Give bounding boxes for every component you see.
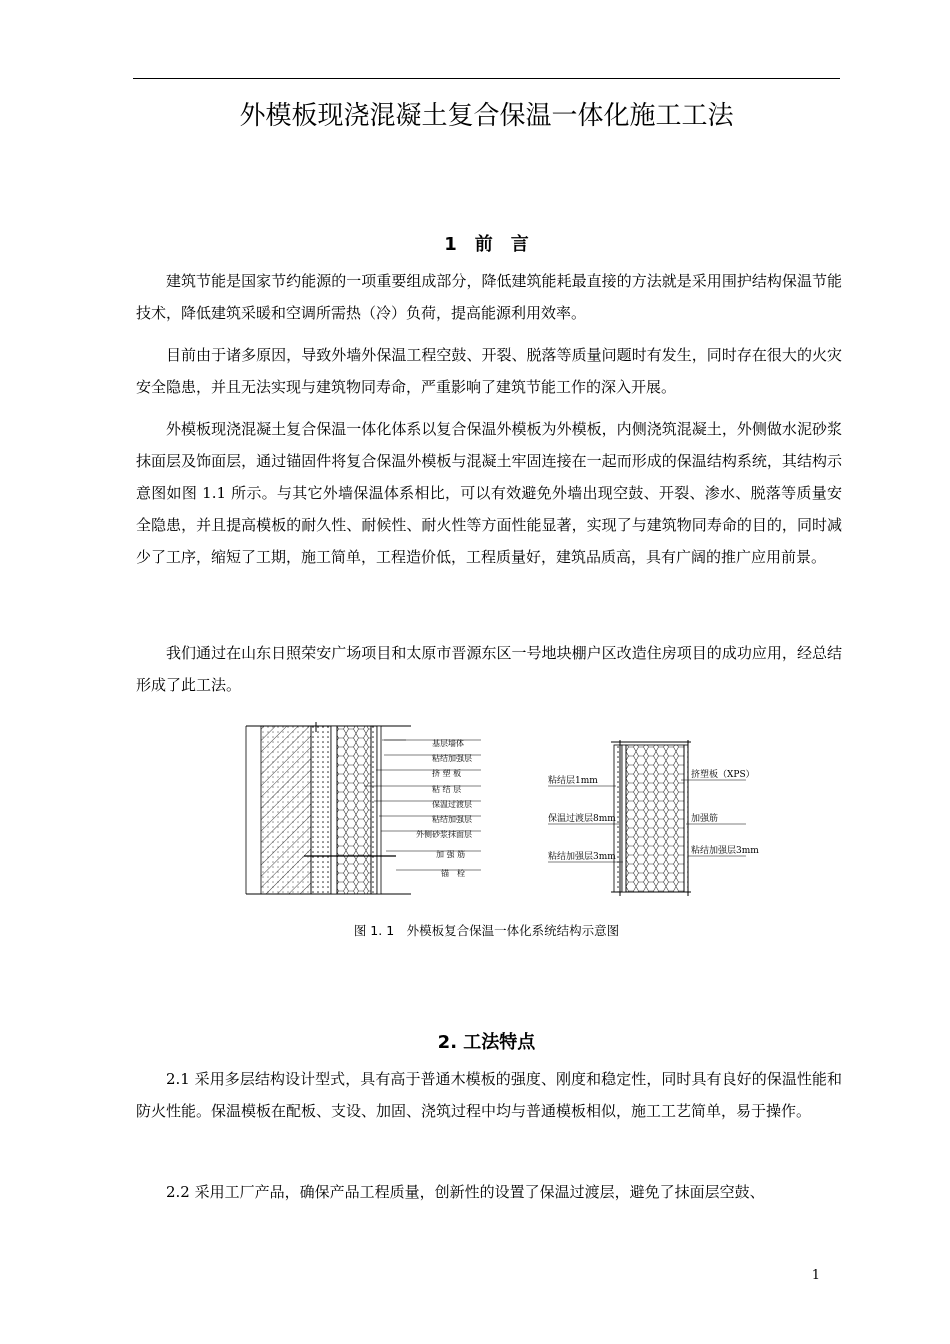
structure-diagram	[236, 720, 776, 900]
label-bond-1mm: 粘结层1mm	[548, 776, 598, 786]
section-heading-preface: 1 前 言	[444, 234, 529, 255]
label-mortar-layer: 外侧砂浆抹面层	[416, 830, 472, 839]
paragraph: 我们通过在山东日照荣安广场项目和太原市晋源东区一号地块棚户区改造住房项目的成功应用，经总结形成了此工法。	[136, 644, 842, 694]
section-heading-features: 2. 工法特点	[437, 1032, 536, 1053]
label-bond-reinforce-2: 粘结加强层	[432, 815, 472, 824]
page-number: 1	[811, 1268, 820, 1283]
paragraph: 建筑节能是国家节约能源的一项重要组成部分，降低建筑能耗最直接的方法就是采用围护结构保温节能技术，降低建筑采暖和空调所需热（冷）负荷，提高能源利用效率。	[136, 272, 842, 322]
label-rebar: 加 强 筋	[436, 850, 466, 859]
paragraph: 外模板现浇混凝土复合保温一体化体系以复合保温外模板为外模板，内侧浇筑混凝土，外侧做水泥砂浆抹面层及饰面层，通过锚固件将复合保温外模板与混凝土牢固连接在一起而形成的保温结构系统，其结构示意图如图 1.1 所示。与其它外墙保温体系相比，可以有效避免外墙出现空鼓、开裂、渗水、脱落等质量安全隐患，并且提高模板的耐久性、耐候性、耐火性等方面性能显著，实现了与建筑物同寿命的目的，同时减少了工序，缩短了工期，施工简单，工程造价低，工程质量好，建筑品质高，具有广阔的推广应用前景。	[136, 420, 842, 566]
left-section-drawing	[246, 722, 481, 894]
label-xps-board: 挤 塑 板	[432, 769, 462, 778]
figure-caption: 图 1. 1 外模板复合保温一体化系统结构示意图	[353, 923, 620, 938]
paragraph: 2.1 采用多层结构设计型式，具有高于普通木模板的强度、刚度和稳定性，同时具有良好的保温性能和防火性能。保温模板在配板、支设、加固、浇筑过程中均与普通模板相似，施工工艺简单，易于操作。	[136, 1070, 842, 1120]
label-transition-layer: 保温过渡层	[432, 800, 472, 809]
paragraph: 目前由于诸多原因，导致外墙外保温工程空鼓、开裂、脱落等质量问题时有发生，同时存在很大的火灾安全隐患，并且无法实现与建筑物同寿命，严重影响了建筑节能工作的深入开展。	[136, 346, 842, 396]
label-xps: 挤塑板（XPS）	[691, 770, 755, 780]
document-title: 外模板现浇混凝土复合保温一体化施工工法	[239, 101, 734, 131]
header-rule	[133, 78, 840, 79]
label-rebar-right: 加强筋	[691, 814, 719, 824]
paragraph: 2.2 采用工厂产品，确保产品工程质量，创新性的设置了保温过渡层，避免了抹面层空鼓、	[166, 1183, 765, 1201]
label-base-wall: 基层墙体	[432, 739, 464, 748]
label-bond-layer: 粘 结 层	[432, 785, 462, 794]
label-reinforce-3mm-left: 粘结加强层3mm	[548, 852, 616, 862]
right-section-drawing	[548, 740, 759, 896]
label-reinforce-3mm-right: 粘结加强层3mm	[691, 846, 759, 856]
label-transition-8mm: 保温过渡层8mm	[548, 814, 616, 824]
label-anchor: 锚 栓	[441, 869, 465, 878]
label-bond-reinforce: 粘结加强层	[432, 754, 472, 763]
